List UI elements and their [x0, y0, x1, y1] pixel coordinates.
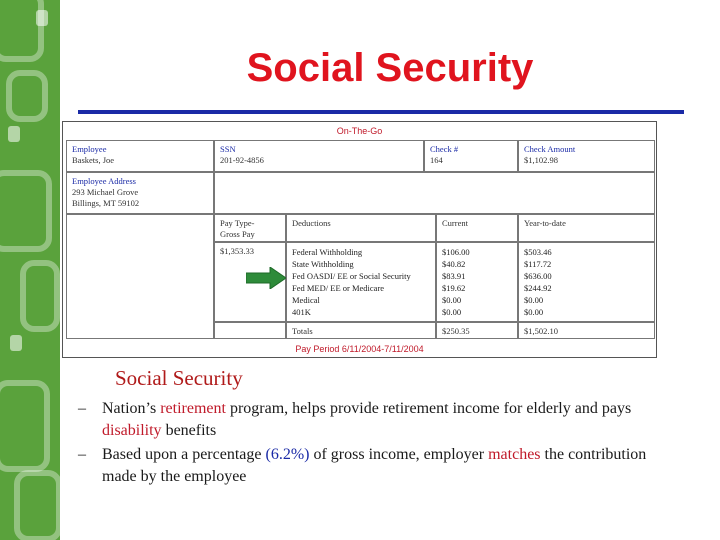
employee-name: Baskets, Joe: [72, 155, 115, 165]
bullet-text: the contribution made by the employee: [102, 446, 647, 485]
keyword-disability: disability: [102, 422, 162, 439]
deduction-ytd: $503.46: [524, 247, 552, 257]
title-underline: [78, 110, 684, 114]
deduction-current: $0.00: [442, 295, 462, 305]
section-heading: Social Security: [115, 366, 243, 390]
paytype-cell: [214, 214, 286, 242]
address-line-2: Billings, MT 59102: [72, 198, 140, 208]
bullet-dash: –: [78, 400, 86, 417]
pay-stub: [62, 121, 657, 358]
sidebar-swirl-shape: [14, 470, 60, 540]
deduction-ytd: $636.00: [524, 271, 552, 281]
deduction-name: Medical: [292, 295, 320, 305]
deductions-label: Deductions: [292, 218, 331, 228]
keyword-matches: matches: [488, 446, 541, 463]
company-name: On-The-Go: [336, 126, 383, 136]
ytd-label: Year-to-date: [524, 218, 566, 228]
ssn-value: 201-92-4856: [220, 155, 264, 165]
deductions-cell: [286, 242, 436, 322]
employee-label: Employee: [72, 144, 107, 154]
ytd-header-cell: [518, 214, 655, 242]
deduction-current: $106.00: [442, 247, 470, 257]
deduction-current: $83.91: [442, 271, 466, 281]
deductions-header-cell: [286, 214, 436, 242]
address-line-1: 293 Michael Grove: [72, 187, 139, 197]
sidebar-dot-shape: [10, 335, 22, 351]
sidebar-dot-shape: [8, 126, 20, 142]
check-amount-value: $1,102.98: [524, 155, 558, 165]
ssn-label: SSN: [220, 144, 236, 154]
ssn-cell: [214, 140, 424, 172]
check-number-label: Check #: [430, 144, 459, 154]
address-cell: [66, 172, 214, 214]
totals-ytd-cell: [518, 322, 655, 339]
totals-blank-cell: [214, 322, 286, 339]
gross-pay-value: $1,353.33: [220, 246, 254, 256]
totals-current-cell: [436, 322, 518, 339]
left-blank-cell: [66, 214, 214, 339]
check-amount-label: Check Amount: [524, 144, 576, 154]
sidebar-swirl-shape: [20, 260, 60, 332]
sidebar-dot-shape: [36, 10, 48, 26]
slide-title: Social Security: [246, 46, 534, 90]
current-label: Current: [442, 218, 468, 228]
deduction-name: 401K: [292, 307, 311, 317]
deduction-ytd: $0.00: [524, 295, 544, 305]
current-header-cell: [436, 214, 518, 242]
sidebar-swirl-shape: [0, 170, 52, 252]
address-spacer: [214, 172, 655, 214]
paytype-label: Pay Type-: [220, 218, 255, 228]
bullet-dash: –: [78, 446, 86, 463]
bullet-text: Based upon a percentage: [102, 446, 266, 463]
green-arrow-icon: [246, 267, 286, 289]
ytd-values-cell: [518, 242, 655, 322]
deduction-ytd: $117.72: [524, 259, 552, 269]
totals-label-cell: [286, 322, 436, 339]
keyword-percentage: (6.2%): [265, 446, 310, 463]
address-label: Employee Address: [72, 176, 136, 186]
keyword-retirement: retirement: [160, 400, 226, 417]
bullet-text: benefits: [161, 422, 217, 439]
check-number-cell: [424, 140, 518, 172]
check-number-value: 164: [430, 155, 443, 165]
deduction-current: $19.62: [442, 283, 466, 293]
sidebar-swirl-shape: [6, 70, 48, 122]
deduction-ytd: $244.92: [524, 283, 552, 293]
deduction-name: Federal Withholding: [292, 247, 363, 257]
bullet-text: Nation’s: [102, 400, 161, 417]
deduction-ytd: $0.00: [524, 307, 544, 317]
check-amount-cell: [518, 140, 655, 172]
bullet-list: [78, 398, 678, 490]
deduction-name: Fed MED/ EE or Medicare: [292, 283, 385, 293]
sidebar-swirl-shape: [0, 380, 50, 472]
deduction-name: State Withholding: [292, 259, 354, 269]
bullet-item: [78, 444, 678, 488]
deduction-name: Fed OASDI/ EE or Social Security: [292, 271, 411, 281]
totals-label: Totals: [292, 326, 313, 336]
deduction-current: $0.00: [442, 307, 462, 317]
deduction-current: $40.82: [442, 259, 466, 269]
employee-cell: [66, 140, 214, 172]
bullet-text: of gross income, employer: [309, 446, 489, 463]
pay-period: Pay Period 6/11/2004-7/11/2004: [295, 344, 424, 354]
bullet-item: [78, 398, 678, 442]
totals-ytd: $1,502.10: [524, 326, 558, 336]
decorative-sidebar: [0, 0, 60, 540]
paytype-label-2: Gross Pay: [220, 229, 255, 239]
current-values-cell: [436, 242, 518, 322]
totals-current: $250.35: [442, 326, 470, 336]
bullet-text: program, helps provide retirement income for elderly and pays: [225, 400, 632, 417]
